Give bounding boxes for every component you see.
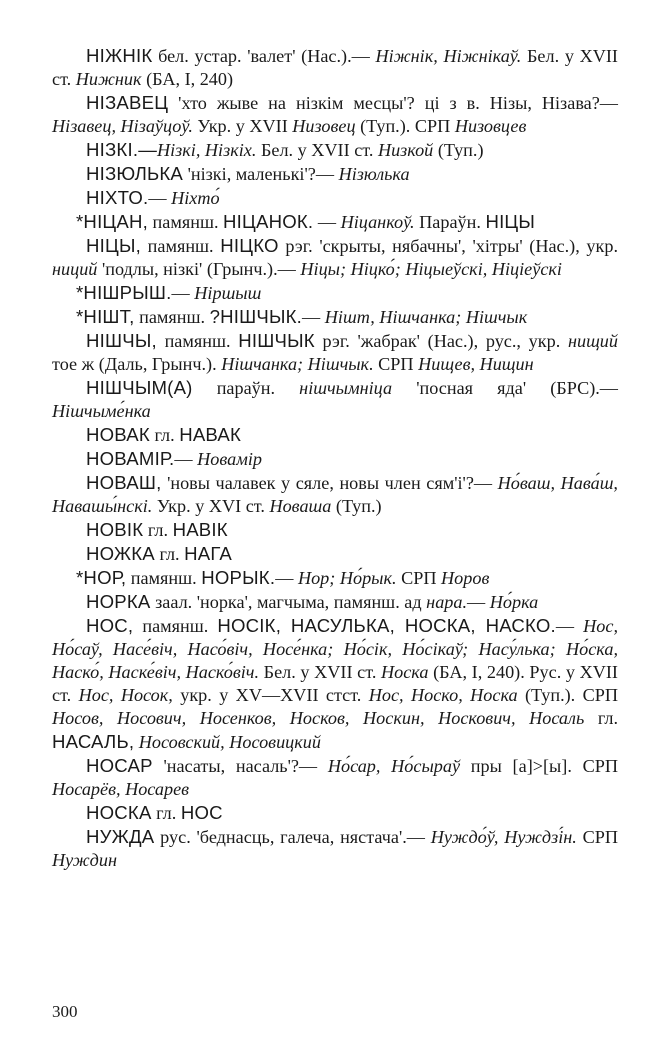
- dictionary-entry: [52, 162, 618, 186]
- entry-text: пры [а]>[ы]. СРП: [460, 756, 618, 776]
- entry-text: —: [555, 616, 584, 636]
- entry-text: гл.: [584, 708, 618, 728]
- entry-text: —: [302, 307, 325, 327]
- surname-forms: Нізкі, Нізкіх.: [156, 140, 257, 160]
- entry-text: (Туп.): [331, 496, 382, 516]
- headword: НОВАК: [86, 424, 150, 445]
- surname-forms: Носка: [381, 662, 429, 682]
- headword: НОВАМІР.: [86, 448, 175, 469]
- surname-forms: Ніцы; Ніцко́; Ніцыеўскі, Ніціеўскі: [300, 259, 562, 279]
- surname-forms: Ніхто́: [171, 188, 220, 208]
- surname-forms: Носов, Носович, Носенков, Носков, Носкин, Носкович, Носаль: [52, 708, 585, 728]
- entry-text: памянш.: [156, 331, 239, 351]
- entry-text: 'хто жыве на нізкім месцы'? ці з в. Нізы, Нізава?—: [168, 93, 618, 113]
- surname-forms: Нізюлька: [338, 164, 410, 184]
- surname-forms: Нос, Носко, Носка: [368, 685, 518, 705]
- surname-forms: Но́сар, Но́сыраў: [327, 756, 461, 776]
- headword: НОРКА: [86, 591, 151, 612]
- surname-forms: Носарёв, Носарев: [52, 779, 190, 799]
- headword: НІХТО.: [86, 187, 149, 208]
- entry-text: 'насаты, насаль'?—: [152, 756, 328, 776]
- entry-text: (Туп.). СРП: [355, 116, 455, 136]
- surname-forms: нішчымніца: [299, 378, 393, 398]
- entry-text: —: [148, 188, 172, 208]
- surname-forms: Но́рка: [489, 592, 539, 612]
- headword: НОВАШ,: [86, 472, 162, 493]
- surname-forms: Низовец: [292, 116, 356, 136]
- headword: НІЦКО: [220, 235, 279, 256]
- entry-text: СРП: [373, 354, 419, 374]
- surname-forms: нищий: [567, 331, 618, 351]
- entry-text: —: [313, 212, 341, 232]
- surname-forms: Носовский, Носовицкий: [138, 732, 321, 752]
- dictionary-page: [52, 44, 618, 872]
- surname-forms: Норов: [441, 568, 490, 588]
- entry-text: (Туп.). СРП: [517, 685, 618, 705]
- entry-text: рэг. 'скрыты, нябачны', 'хітры' (Нас.), укр.: [278, 236, 618, 256]
- headword: НАВАК: [179, 424, 242, 445]
- entry-text: —: [275, 568, 298, 588]
- dictionary-entry: [52, 801, 618, 825]
- headword: НОРЫК.: [201, 567, 276, 588]
- entry-text: бел. устар. 'валет' (Нас.).—: [152, 46, 376, 66]
- entry-text: укр. у XV—XVII стст.: [172, 685, 369, 705]
- entry-text: памянш.: [147, 212, 224, 232]
- surname-forms: Низкой: [377, 140, 434, 160]
- dictionary-entry: [52, 305, 618, 329]
- headword: *НІЦАН,: [76, 211, 148, 232]
- surname-forms: Нижник: [75, 69, 142, 89]
- dictionary-entry: [52, 471, 618, 518]
- headword: *НІШРЫШ.: [76, 282, 172, 303]
- entry-text: (БА, І, 240): [141, 69, 234, 89]
- dictionary-entry: [52, 44, 618, 91]
- surname-forms: Нішт, Нішчанка; Нішчык: [324, 307, 528, 327]
- surname-forms: Новаша: [269, 496, 332, 516]
- entry-text: Укр. у XVI ст.: [152, 496, 270, 516]
- dictionary-entry: [52, 423, 618, 447]
- headword: НАГА: [184, 543, 233, 564]
- headword: НАВІК: [172, 519, 228, 540]
- headword: НОВІК: [86, 519, 144, 540]
- surname-forms: Нос, Носок,: [78, 685, 173, 705]
- headword: НОСІК, НАСУЛЬКА, НОСКА, НАСКО.: [217, 615, 556, 636]
- headword: НУЖДА: [86, 826, 155, 847]
- entry-text: СРП: [576, 827, 619, 847]
- surname-forms: Нищев, Нищин: [418, 354, 534, 374]
- entry-text: Бел. у XVII ст.: [259, 662, 381, 682]
- headword: НОС: [180, 802, 223, 823]
- entry-text: СРП: [396, 568, 442, 588]
- entry-text: 'новы чалавек у сяле, новы член сям'і'?—: [161, 473, 498, 493]
- dictionary-entry: [52, 542, 618, 566]
- surname-forms: Нос, Но́саў, Насе́віч, Насо́віч, Носе́нка; Но́сік, Но́сікаў; Насу́лька; Но́ска, Наско́, Наске́віч, Наско́віч.: [52, 616, 619, 682]
- dictionary-entry: [52, 91, 618, 138]
- headword: НІШЧЫК: [238, 330, 315, 351]
- surname-forms: Нішчыме́нка: [52, 401, 151, 421]
- dictionary-entry: [52, 281, 618, 305]
- headword: НІШЧЫ,: [86, 330, 157, 351]
- headword: ?НІШЧЫК.: [209, 306, 303, 327]
- surname-forms: Нуждо́ў, Нуждзі́н.: [430, 827, 577, 847]
- headword: НАСАЛЬ,: [52, 731, 135, 752]
- entry-text: гл.: [154, 544, 185, 564]
- surname-forms: Но́ваш, Нава́ш, Навашы́нскі.: [52, 473, 618, 516]
- entry-text: 'подлы, нізкі' (Грынч.).—: [97, 259, 301, 279]
- dictionary-entry: [52, 447, 618, 471]
- dictionary-entry: [52, 566, 618, 590]
- entry-text: заал. 'норка', магчыма, памянш. ад: [150, 592, 427, 612]
- surname-forms: Нуждин: [52, 850, 117, 870]
- entry-text: памянш.: [126, 568, 202, 588]
- dictionary-entry: [52, 518, 618, 542]
- entry-text: рэг. 'жабрак' (Нас.), рус., укр.: [314, 331, 568, 351]
- entry-text: 'нізкі, маленькі'?—: [183, 164, 339, 184]
- page-number: 300: [52, 1002, 78, 1021]
- dictionary-entry: [52, 754, 618, 801]
- entry-text: Бел. у XVII ст.: [256, 140, 378, 160]
- entry-text: памянш.: [133, 616, 218, 636]
- dictionary-entry: [52, 234, 618, 281]
- surname-forms: Ніжнік, Ніжнікаў.: [375, 46, 522, 66]
- headword: НІЗКІ.—: [86, 139, 157, 160]
- surname-forms: Нізавец, Нізаўцоў.: [52, 116, 193, 136]
- surname-forms: Низовцев: [454, 116, 527, 136]
- surname-forms: Ніршыш: [194, 283, 262, 303]
- dictionary-entry: [52, 329, 618, 376]
- headword: НІЦЫ,: [86, 235, 141, 256]
- entry-text: 'посная яда' (БРС).—: [392, 378, 618, 398]
- dictionary-entry: [52, 825, 618, 872]
- headword: *НІШТ,: [76, 306, 135, 327]
- entry-text: рус. 'беднасць, галеча, нястача'.—: [154, 827, 431, 847]
- headword: НОС,: [86, 615, 134, 636]
- headword: НІЦЫ: [485, 211, 536, 232]
- headword: НОЖКА: [86, 543, 155, 564]
- entry-text: —: [174, 449, 198, 469]
- surname-forms: ниций: [52, 259, 98, 279]
- entry-text: Параўн.: [414, 212, 486, 232]
- entry-text: —: [171, 283, 195, 303]
- entry-text: тое ж (Даль, Грынч.).: [52, 354, 222, 374]
- entry-text: памянш.: [134, 307, 210, 327]
- entry-text: (БА, І, 240). Рус. у XVII ст.: [52, 662, 618, 705]
- entry-text: памянш.: [140, 236, 221, 256]
- headword: НОСКА: [86, 802, 152, 823]
- headword: НІЖНІК: [86, 45, 153, 66]
- headword: *НОР,: [76, 567, 127, 588]
- surname-forms: Нішчанка; Нішчык.: [221, 354, 374, 374]
- headword: НОСАР: [86, 755, 153, 776]
- surname-forms: Нор; Но́рык.: [297, 568, 397, 588]
- entry-text: Укр. у XVII: [192, 116, 293, 136]
- headword: НІШЧЫМ(А): [86, 377, 193, 398]
- headword: НІЗАВЕЦ: [86, 92, 169, 113]
- dictionary-entry: [52, 376, 618, 423]
- headword: НІЦАНОК.: [223, 211, 314, 232]
- entry-text: Бел. у XVII ст.: [52, 46, 618, 89]
- dictionary-entry: [52, 210, 618, 234]
- surname-forms: Новамір: [197, 449, 262, 469]
- headword: НІЗЮЛЬКА: [86, 163, 184, 184]
- dictionary-entry: [52, 138, 618, 162]
- entry-text: гл.: [151, 803, 181, 823]
- entry-text: параўн.: [192, 378, 300, 398]
- surname-forms: Ніцанкоў.: [340, 212, 415, 232]
- dictionary-entry: [52, 186, 618, 210]
- entry-text: —: [467, 592, 490, 612]
- entry-text: гл.: [143, 520, 173, 540]
- entry-text: (Туп.): [433, 140, 484, 160]
- surname-forms: нара.: [426, 592, 468, 612]
- dictionary-entry: [52, 590, 618, 614]
- entry-text: гл.: [149, 425, 180, 445]
- dictionary-entry: [52, 614, 618, 754]
